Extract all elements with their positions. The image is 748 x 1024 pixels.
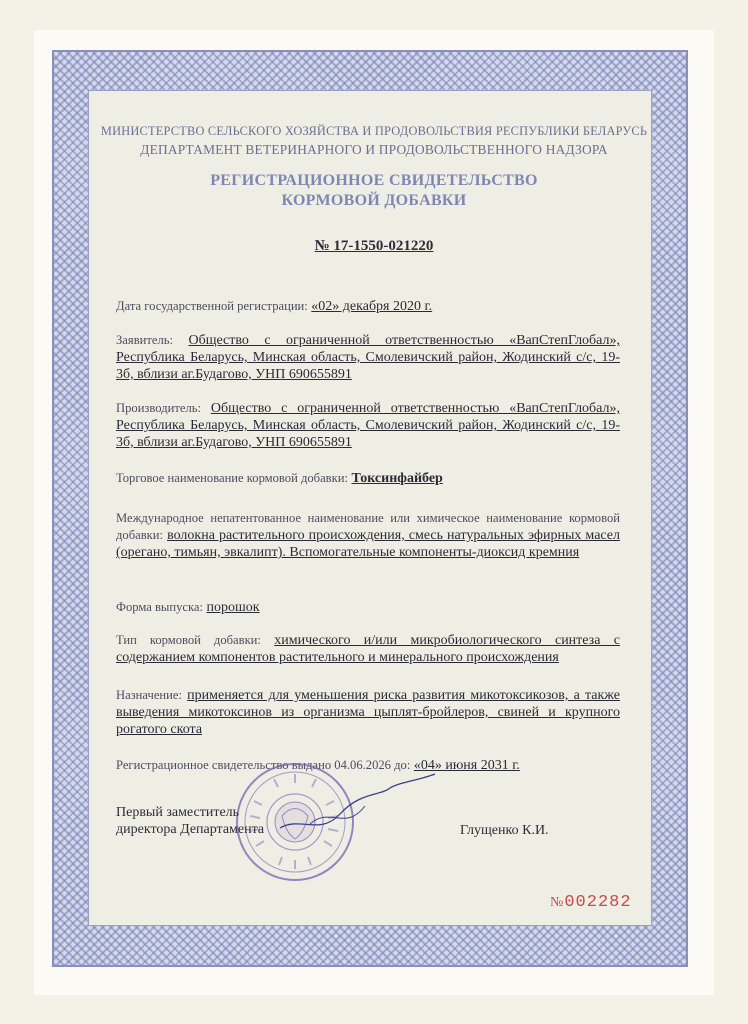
inn-value: волокна растительного происхождения, смесь натуральных эфирных масел (орегано, тимьян, эвкалипт). Вспомогательные компоненты-диоксид кремния [116,528,620,560]
purpose-field [116,687,620,738]
manufacturer-field [116,400,620,451]
trade-name-value: Токсинфайбер [351,471,443,486]
certificate-number-text: № 17-1550-021220 [314,238,434,254]
applicant-field [116,332,620,383]
serial-number [550,893,632,912]
signatory-position-line2: директора Департамента [116,822,265,837]
form-label: Форма выпуска: [116,600,204,614]
purpose-label: Назначение: [116,688,182,702]
type-value: химического и/или микробиологического синтеза с содержанием компонентов растительного и минерального происхождения [116,633,620,665]
applicant-label: Заявитель: [116,333,173,347]
type-label: Тип кормовой добавки: [116,633,261,647]
manufacturer-value: Общество с ограниченной ответственностью «ВапСтепГлобал», Республика Беларусь, Минская область, Смолевичский район, Жодинский с/с, 19-3б, вблизи аг.Будагово, УНП 690655891 [116,401,620,450]
manufacturer-label: Производитель: [116,401,201,415]
form-value: порошок [206,600,260,615]
ministry-name: МИНИСТЕРСТВО СЕЛЬСКОГО ХОЗЯЙСТВА И ПРОДОВОЛЬСТВИЯ РЕСПУБЛИКИ БЕЛАРУСЬ [100,124,648,138]
form-field [116,599,620,616]
registration-date-label: Дата государственной регистрации: [116,299,308,313]
handwritten-signature-icon [270,766,440,846]
trade-name-field [116,470,620,487]
validity-label: Регистрационное свидетельство выдано 04.06.2026 до: [116,758,411,772]
signatory-position-line1: Первый заместитель [116,805,240,820]
applicant-value: Общество с ограниченной ответственностью «ВапСтепГлобал», Республика Беларусь, Минская область, Смолевичский район, Жодинский с/с, 19-3б, вблизи аг.Будагово, УНП 690655891 [116,333,620,382]
type-field [116,632,620,666]
certificate-subtitle: КОРМОВОЙ ДОБАВКИ [281,192,467,209]
certificate-title: РЕГИСТРАЦИОННОЕ СВИДЕТЕЛЬСТВО [210,172,538,189]
inn-field [116,510,620,561]
signatory-name: Глущенко К.И. [460,823,549,838]
trade-name-label: Торговое наименование кормовой добавки: [116,471,348,485]
validity-value: «04» июня 2031 г. [413,758,520,773]
purpose-value: применяется для уменьшения риска развития микотоксикозов, а также выведения микотоксинов из организма цыплят-бройлеров, свиней и крупного рогатого скота [116,688,620,737]
registration-date-value: «02» декабря 2020 г. [311,299,433,314]
signatory-position [116,804,264,838]
department-name: ДЕПАРТАМЕНТ ВЕТЕРИНАРНОГО И ПРОДОВОЛЬСТВЕННОГО НАДЗОРА [140,142,608,157]
registration-date-field [116,298,620,315]
serial-digits: 002282 [564,893,632,912]
serial-prefix: № [550,895,565,910]
certificate-number [0,238,748,255]
inn-label: Международное непатентованное наименование или химическое наименование кормовой добавки: [116,511,620,542]
